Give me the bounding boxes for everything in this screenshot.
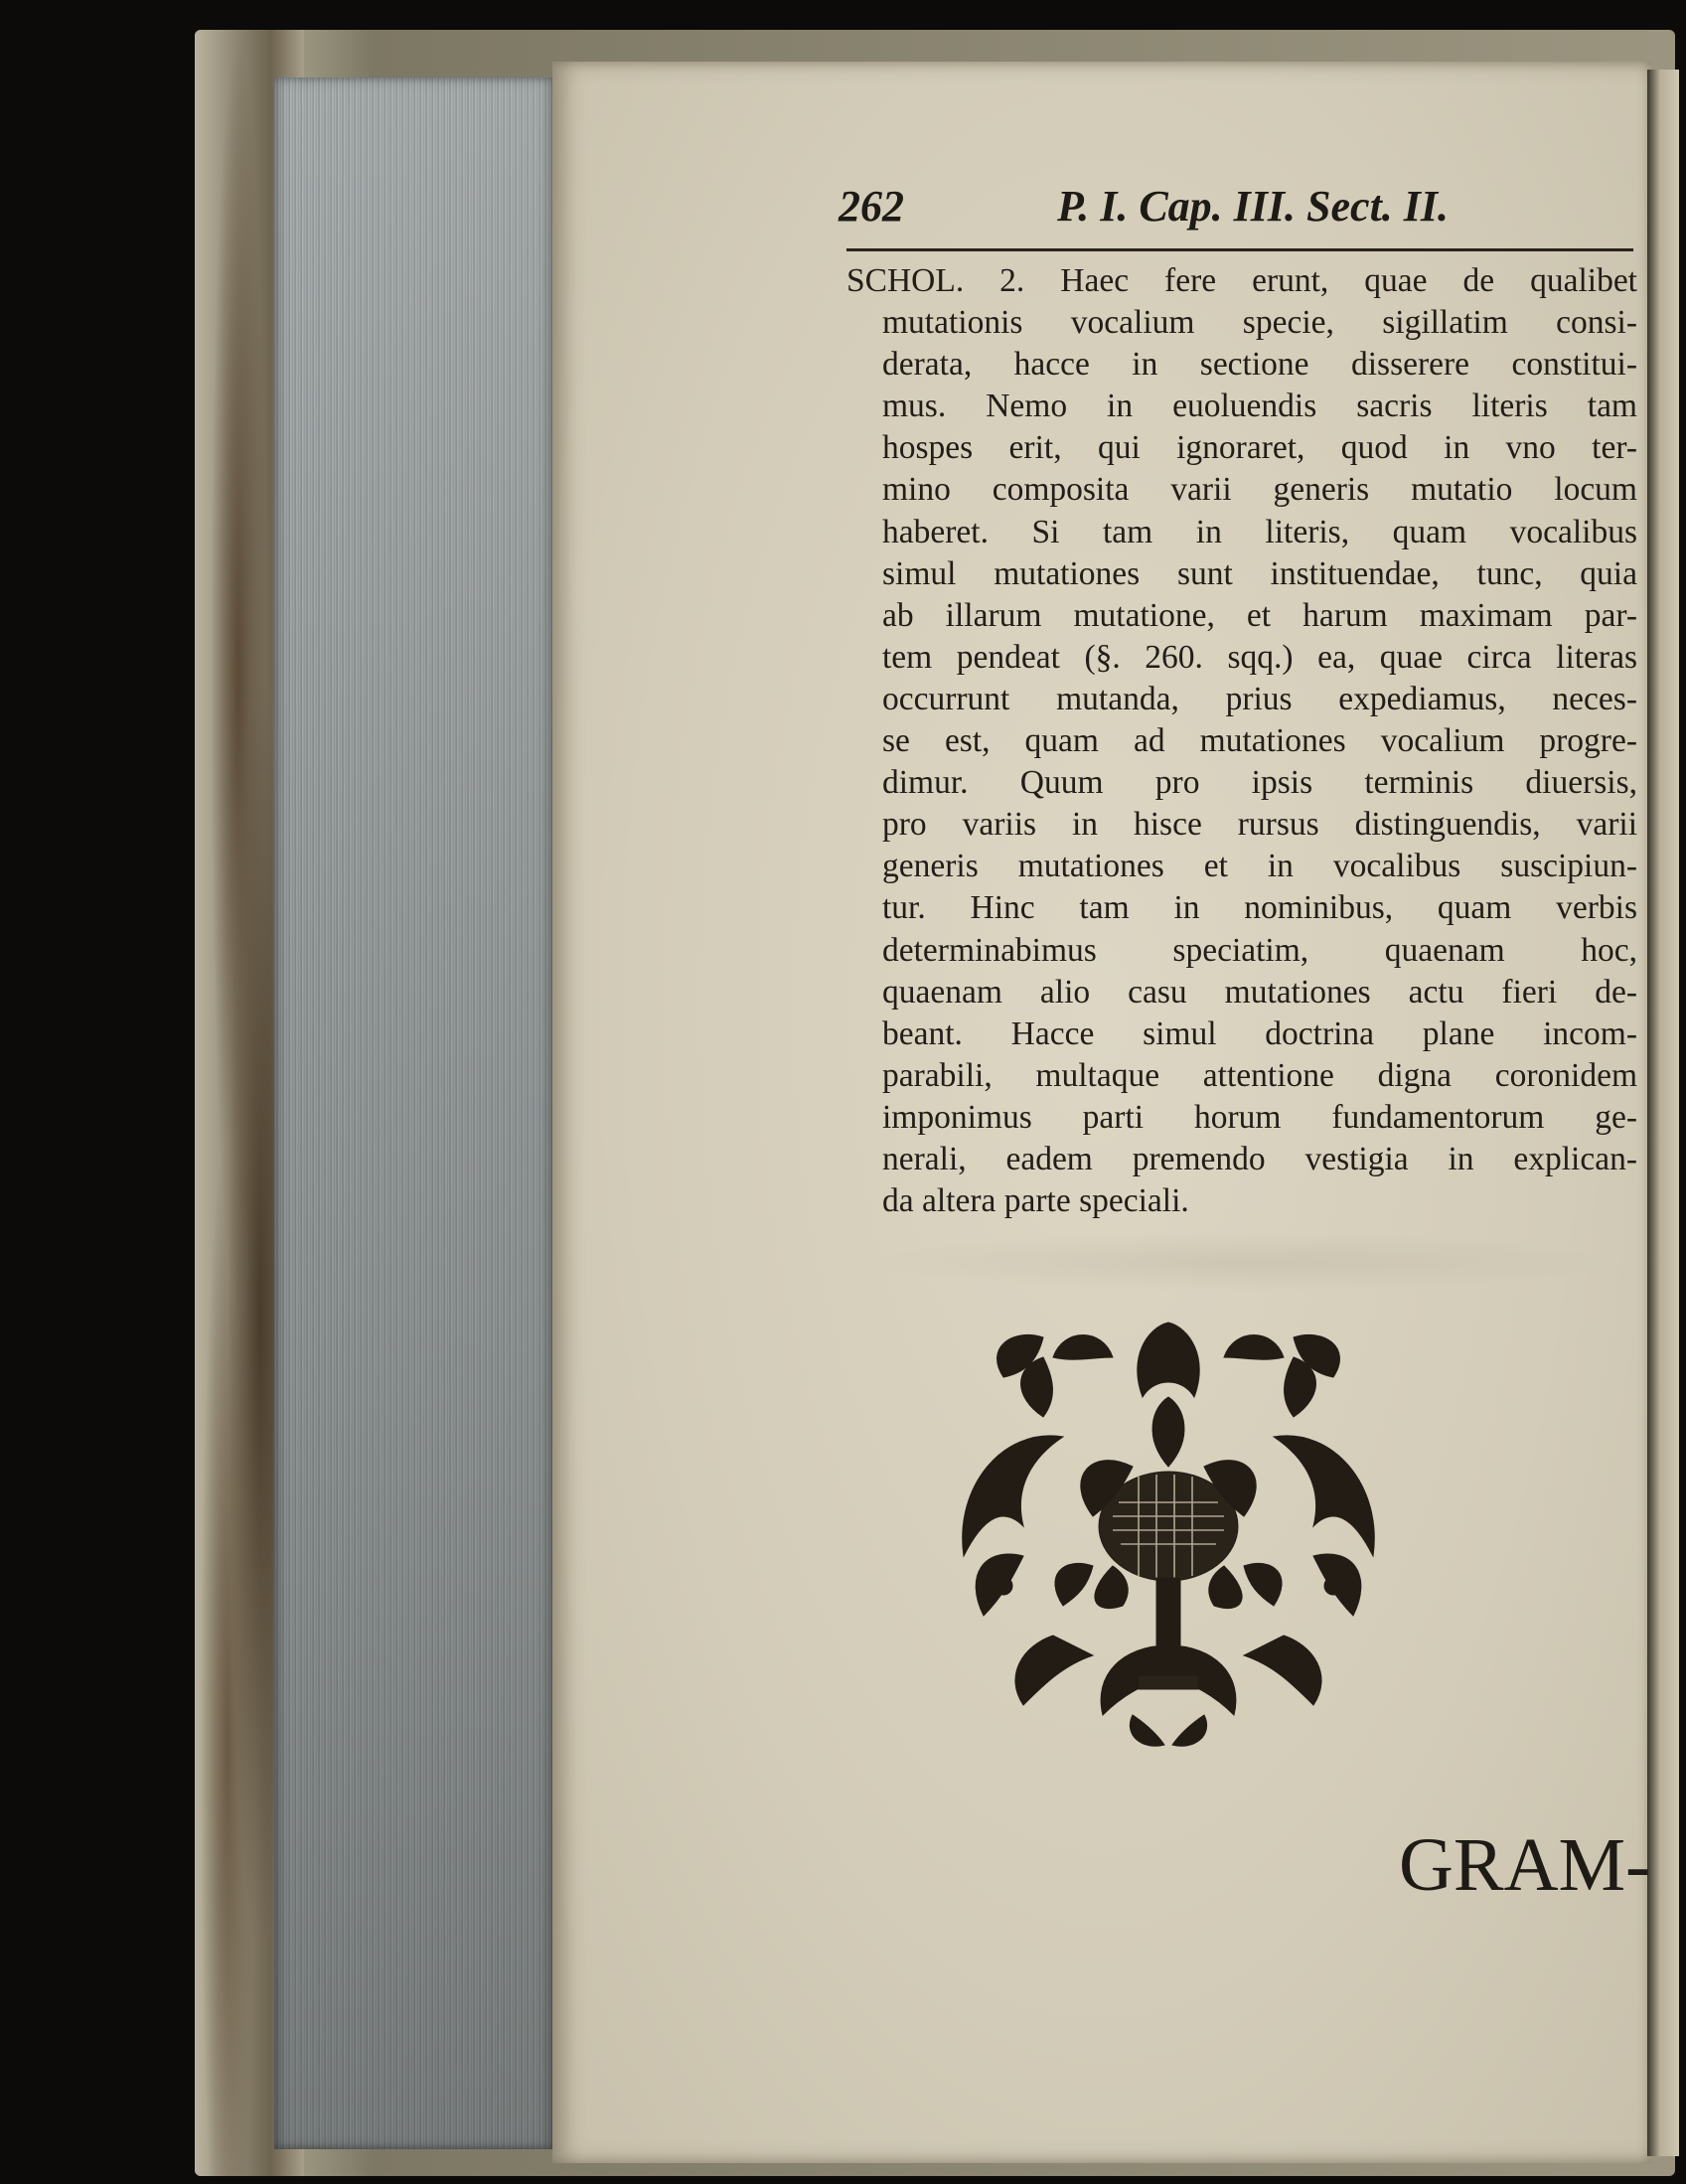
text-line: generis mutationes et in vocalibus suscipiun-	[882, 848, 1637, 885]
text-line: mus. Nemo in euoluendis sacris literis tam	[882, 388, 1637, 425]
text-line: beant. Hacce simul doctrina plane incom-	[882, 1014, 1637, 1052]
facing-page-edge	[1647, 70, 1679, 2156]
text-line: tur. Hinc tam in nominibus, quam verbis	[882, 889, 1637, 927]
text-line: imponimus parti horum fundamentorum ge-	[882, 1098, 1637, 1136]
text-line: pro variis in hisce rursus distinguendis, varii	[882, 806, 1637, 844]
page-edges	[274, 78, 557, 2149]
head-rule	[846, 248, 1633, 251]
text-line: mino composita varii generis mutatio locum	[882, 471, 1637, 509]
catchword: GRAM-	[1399, 1823, 1651, 1907]
text-line: dimur. Quum pro ipsis terminis diuersis,	[882, 764, 1637, 802]
text-line: quaenam alio casu mutationes actu fieri de-	[882, 973, 1637, 1011]
page-number: 262	[839, 182, 904, 231]
text-line: occurrunt mutanda, prius expediamus, neces-	[882, 680, 1637, 717]
text-line: nerali, eadem premendo vestigia in explican-	[882, 1140, 1637, 1177]
text-line: haberet. Si tam in literis, quam vocalibus	[882, 513, 1637, 550]
text-line: determinabimus speciatim, quaenam hoc,	[882, 931, 1637, 969]
text-line: SCHOL. 2. Haec fere erunt, quae de qualibet	[846, 262, 1637, 299]
text-line: mutationis vocalium specie, sigillatim consi-	[882, 304, 1637, 342]
running-head-title: P. I. Cap. III. Sect. II.	[1057, 182, 1450, 231]
show-through-shadow	[864, 1232, 1619, 1292]
text-line: tem pendeat (§. 260. sqq.) ea, quae circa literas	[882, 638, 1637, 676]
floral-ornament-icon	[944, 1318, 1393, 1755]
text-line: da altera parte speciali.	[882, 1182, 1189, 1220]
text-line: simul mutationes sunt instituendae, tunc, quia	[882, 554, 1637, 592]
text-line: ab illarum mutatione, et harum maximam par-	[882, 596, 1637, 634]
text-line: se est, quam ad mutationes vocalium progre-	[882, 722, 1637, 760]
text-line: hospes erit, qui ignoraret, quod in vno ter-	[882, 429, 1637, 467]
body-paragraph	[846, 260, 1637, 1222]
text-line: parabili, multaque attentione digna coronidem	[882, 1056, 1637, 1094]
text-line: derata, hacce in sectione disserere constitui-	[882, 346, 1637, 384]
